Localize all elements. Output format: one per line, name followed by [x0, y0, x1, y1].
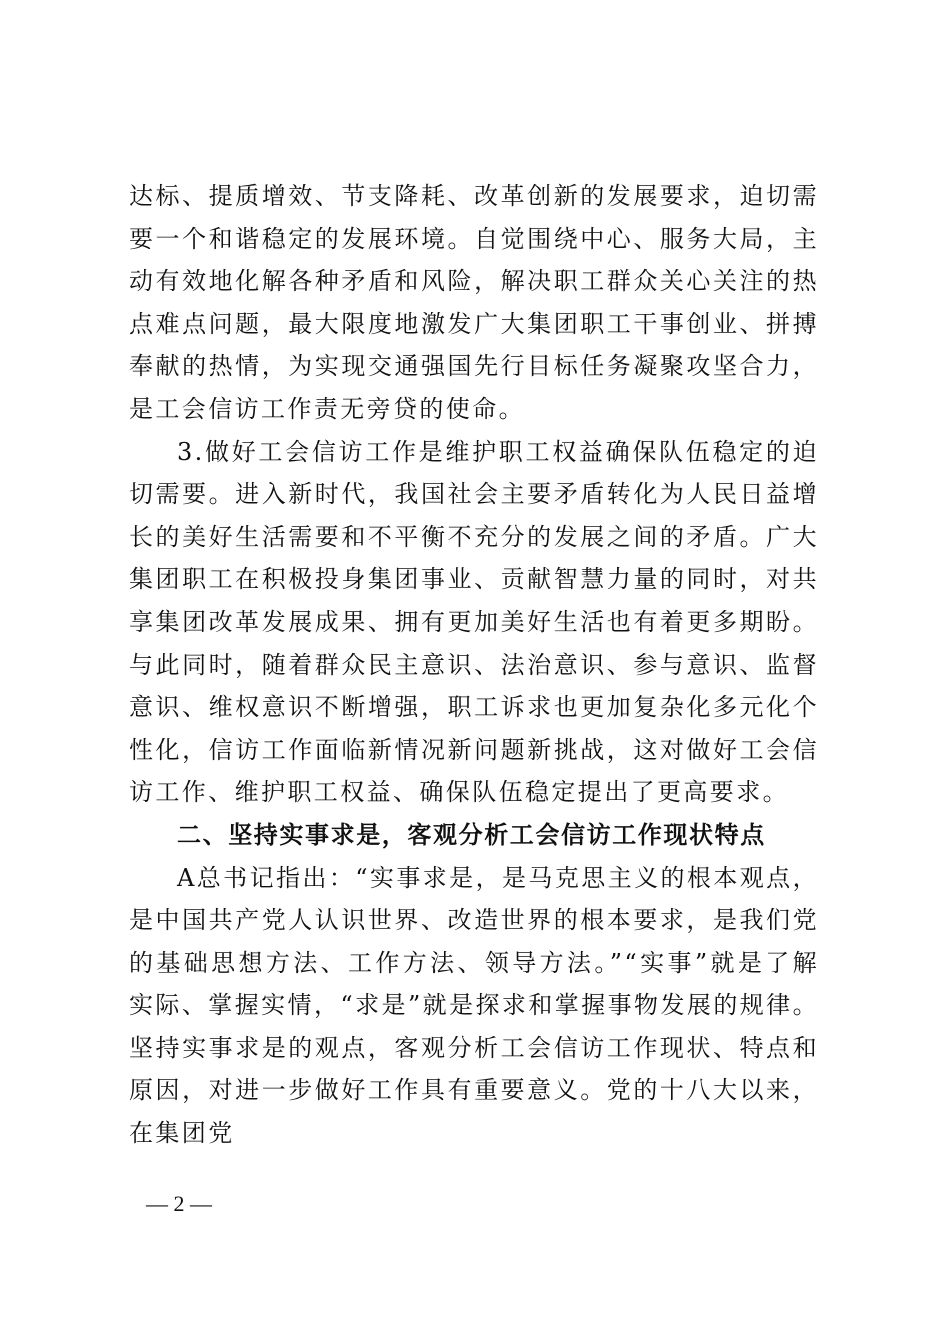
page-number: — 2 — — [146, 1191, 212, 1216]
paragraph-continuation: 达标、提质增效、节支降耗、改革创新的发展要求，迫切需要一个和谐稳定的发展环境。自觉围绕中心、服务大局，主动有效地化解各种矛盾和风险，解决职工群众关心关注的热点难点问题，最大限度地激发广大集团职工干事创业、拼搏奉献的热情，为实现交通强国先行目标任务凝聚攻坚合力，是工会信访工作责无旁贷的使命。 — [129, 182, 819, 423]
section-heading: 二、坚持实事求是，客观分析工会信访工作现状特点 — [177, 820, 766, 849]
paragraph-section-two: A总书记指出：“实事求是，是马克思主义的根本观点，是中国共产党人认识世界、改造世界的根本要求，是我们党的基础思想方法、工作方法、领导方法。”“实事”就是了解实际、掌握实情，“求是”就是探求和掌握事物发展的规律。坚持实事求是的观点，客观分析工会信访工作现状、特点和原因，对进一步做好工作具有重要意义。党的十八大以来，在集团党 — [129, 863, 819, 1148]
paragraph-item-3: 3.做好工会信访工作是维护职工权益确保队伍稳定的迫切需要。进入新时代，我国社会主要矛盾转化为人民日益增长的美好生活需要和不平衡不充分的发展之间的矛盾。广大集团职工在积极投身集团事业、贡献智慧力量的同时，对共享集团改革发展成果、拥有更加美好生活也有着更多期盼。与此同时，随着群众民主意识、法治意识、参与意识、监督意识、维权意识不断增强，职工诉求也更加复杂化多元化个性化，信访工作面临新情况新问题新挑战，这对做好工会信访工作、维护职工权益、确保队伍稳定提出了更高要求。 — [129, 437, 819, 807]
document-body — [129, 175, 819, 1155]
